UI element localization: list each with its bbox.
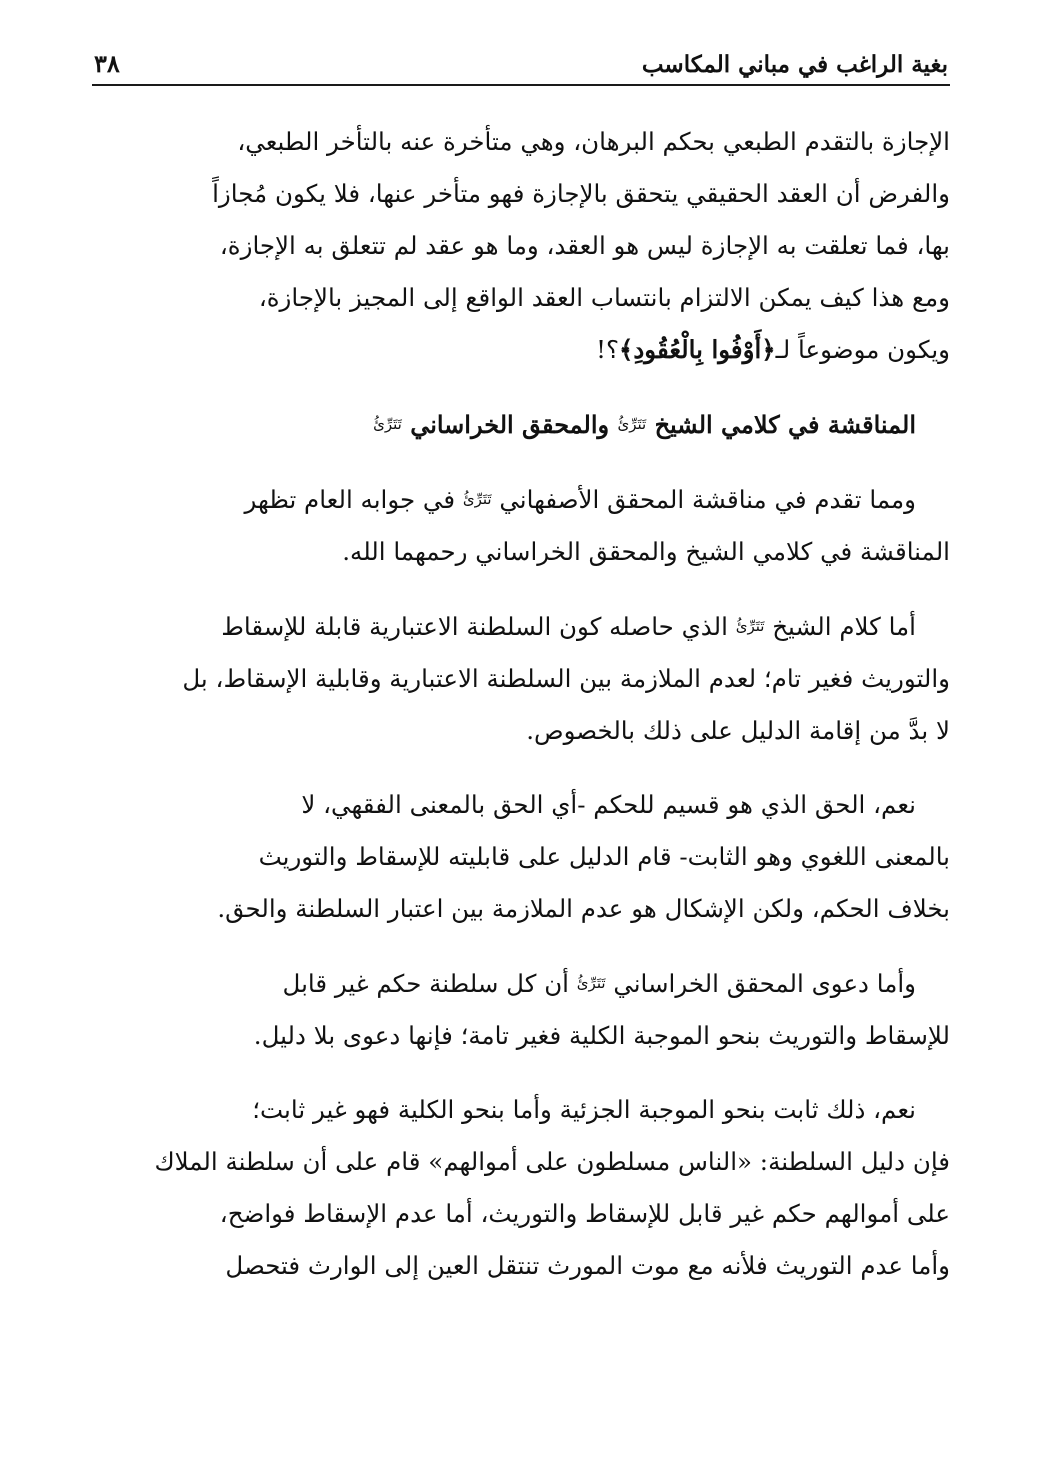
- page-body: [92, 116, 950, 1292]
- paragraph-4: [92, 779, 950, 935]
- paragraph-6: [92, 1084, 950, 1292]
- text-line: الذي حاصله كون السلطنة الاعتبارية قابلة للإسقاط: [221, 612, 728, 641]
- text-line: في جوابه العام تظهر: [244, 485, 456, 514]
- text-line: المناقشة في كلامي الشيخ والمحقق الخراساني رحمهما الله.: [342, 537, 950, 566]
- text-line: لا بدَّ من إقامة الدليل على ذلك بالخصوص.: [526, 716, 950, 745]
- honorific-mark: تَتَرِّئُ: [576, 974, 606, 992]
- text-line: والتوريث فغير تام؛ لعدم الملازمة بين السلطنة الاعتبارية وقابلية الإسقاط، بل: [182, 664, 950, 693]
- text-line: أن كل سلطنة حكم غير قابل: [282, 969, 569, 998]
- section-heading: [92, 398, 950, 451]
- text-line: على أموالهم حكم غير قابل للإسقاط والتوريث، أما عدم الإسقاط فواضح،: [219, 1199, 950, 1228]
- text-line: ومما تقدم في مناقشة المحقق الأصفهاني: [499, 485, 916, 514]
- paragraph-5: [92, 957, 950, 1062]
- honorific-mark: تَتَرِّئُ: [373, 415, 402, 433]
- text-line: أما كلام الشيخ: [772, 612, 916, 641]
- text-line: بها، فما تعلقت به الإجازة ليس هو العقد، وما هو عقد لم تتعلق به الإجازة،: [219, 231, 950, 260]
- heading-text: والمحقق الخراساني: [410, 410, 610, 439]
- honorific-mark: تَتَرِّئُ: [617, 415, 647, 433]
- honorific-mark: تَتَرِّئُ: [462, 490, 492, 508]
- paragraph-2: [92, 473, 950, 578]
- text-line: نعم، الحق الذي هو قسيم للحكم -أي الحق بالمعنى الفقهي، لا: [301, 790, 916, 819]
- text-line: نعم، ذلك ثابت بنحو الموجبة الجزئية وأما بنحو الكلية فهو غير ثابت؛: [252, 1095, 916, 1124]
- text-line: بالمعنى اللغوي وهو الثابت- قام الدليل على قابليته للإسقاط والتوريث: [258, 842, 950, 871]
- text-line: الإجازة بالتقدم الطبعي بحكم البرهان، وهي متأخرة عنه بالتأخر الطبعي،: [237, 127, 950, 156]
- text-line: ؟!: [596, 335, 620, 364]
- text-line: وأما دعوى المحقق الخراساني: [613, 969, 916, 998]
- text-line: ويكون موضوعاً لـ: [775, 335, 950, 364]
- text-line: فإن دليل السلطنة: «الناس مسلطون على أموالهم» قام على أن سلطنة الملاك: [154, 1147, 950, 1176]
- quran-verse: ﴿أَوْفُوا بِالْعُقُودِ﴾: [619, 335, 776, 364]
- text-line: بخلاف الحكم، ولكن الإشكال هو عدم الملازمة بين اعتبار السلطنة والحق.: [217, 894, 950, 923]
- paragraph-3: [92, 600, 950, 757]
- text-line: وأما عدم التوريث فلأنه مع موت المورث تنتقل العين إلى الوارث فتحصل: [225, 1251, 950, 1280]
- honorific-mark: تَتَرِّئُ: [735, 617, 765, 635]
- text-line: والفرض أن العقد الحقيقي يتحقق بالإجازة فهو متأخر عنها، فلا يكون مُجازاً: [212, 179, 950, 208]
- page-number: ٣٨: [94, 49, 120, 78]
- heading-text: المناقشة في كلامي الشيخ: [654, 410, 916, 439]
- text-line: ومع هذا كيف يمكن الالتزام بانتساب العقد الواقع إلى المجيز بالإجازة،: [258, 283, 950, 312]
- page-header: [92, 38, 950, 86]
- document-page: [92, 38, 950, 1292]
- text-line: للإسقاط والتوريث بنحو الموجبة الكلية فغير تامة؛ فإنها دعوى بلا دليل.: [253, 1021, 950, 1050]
- paragraph-1: [92, 116, 950, 376]
- running-title: بغية الراغب في مباني المكاسب: [641, 51, 948, 78]
